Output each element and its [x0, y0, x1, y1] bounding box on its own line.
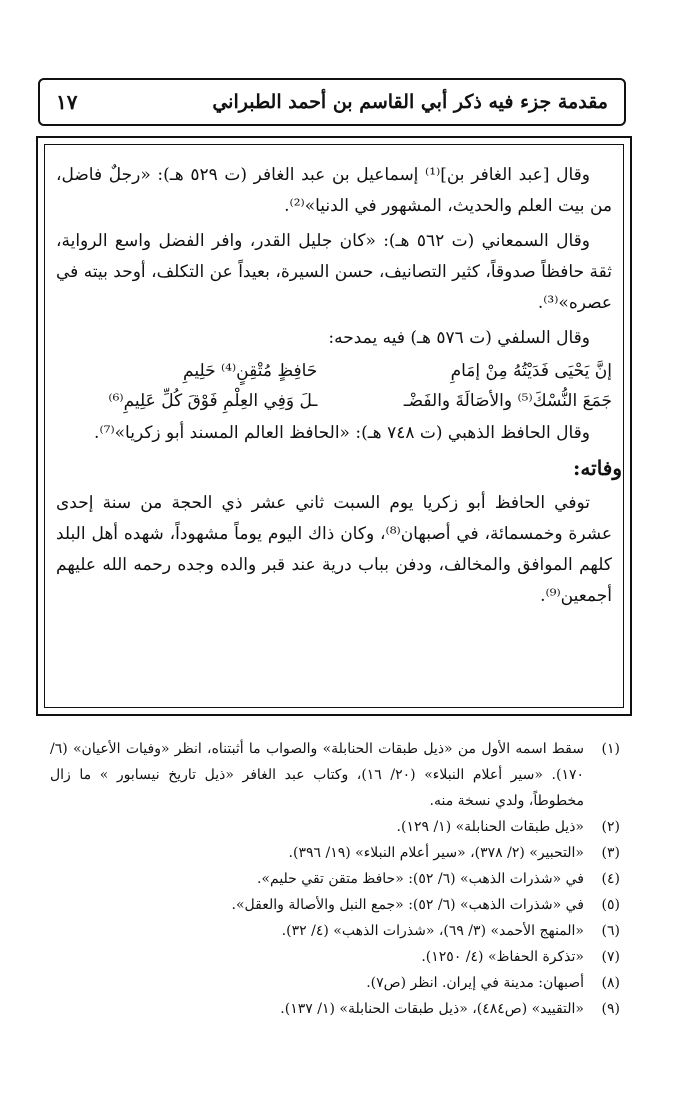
footnote — [50, 944, 620, 970]
footnote-separator — [360, 714, 630, 715]
main-text — [56, 160, 622, 612]
verse-first-hemistich: جَمَعَ النُّسْكَ⁽⁵⁾ والأصَالَةَ والفَضْـ — [403, 391, 612, 411]
footnote-text: في «شذرات الذهب» (٦/ ٥٢): «حافظ متقن تقي حليم». — [256, 871, 584, 887]
paragraph-death: توفي الحافظ أبو زكريا يوم السبت ثاني عشر ذي الحجة من سنة إحدى عشرة وخمسمائة، في أصبهان⁽⁸⁾، وكان ذاك اليوم يوماً مشهوداً، شهده أهل البلد كلهم الموافق والمخالف، ودفن بباب درية عند قبر والده وجده رحمه الله عليهم أجمعين⁽⁹⁾. — [56, 493, 613, 606]
running-title: مقدمة جزء فيه ذكر أبي القاسم بن أحمد الطبراني — [212, 91, 608, 113]
page-number: ١٧ — [56, 90, 78, 114]
footnote-text: أصبهان: مدينة في إيران. انظر (ص٧). — [366, 975, 584, 991]
footnote-text: «التحبير» (٢/ ٣٧٨)، «سير أعلام النبلاء» (١٩/ ٣٩٦). — [288, 845, 584, 861]
footnote-number: (٥) — [601, 897, 620, 913]
verse-second-hemistich: ـلَ وَفِي العِلْمِ فَوْقَ كُلِّ عَلِيمِ⁽⁶⁾ — [108, 391, 318, 411]
footnote-number: (٨) — [601, 975, 620, 991]
footnote-number: (٦) — [601, 923, 620, 939]
footnote — [50, 736, 620, 814]
footnote — [50, 970, 620, 996]
paragraph-abdulghafir: وقال [عبد الغافر بن]⁽¹⁾ إسماعيل بن عبد الغافر (ت ٥٢٩ هـ): «رجلٌ فاضل، من بيت العلم والحديث، المشهور في الدنيا»⁽²⁾. — [56, 165, 612, 216]
footnote — [50, 866, 620, 892]
footnote-text: «ذيل طبقات الحنابلة» (١/ ١٢٩). — [396, 819, 584, 835]
footnote-text: «تذكرة الحفاظ» (٤/ ١٢٥٠). — [421, 949, 584, 965]
footnote-text: في «شذرات الذهب» (٦/ ٥٢): «جمع النبل والأصالة والعقل». — [231, 897, 584, 913]
footnote-number: (٤) — [601, 871, 620, 887]
verse-second-hemistich: حَافِظٍ مُتْقِنٍ⁽⁴⁾ حَلِيمِ — [183, 361, 318, 381]
verse-first-hemistich: إنَّ يَحْيَى فَدَيْتُهُ مِنْ إمَامِ — [450, 361, 612, 381]
poem-verse — [56, 356, 612, 386]
section-heading: وفاته: — [573, 456, 622, 480]
paragraph-silafi: وقال السلفي (ت ٥٧٦ هـ) فيه يمدحه: — [328, 328, 590, 348]
footnote-number: (٧) — [601, 949, 620, 965]
footnote-number: (٩) — [601, 1001, 620, 1017]
footnote — [50, 840, 620, 866]
footnote-number: (١) — [601, 741, 620, 757]
footnote-text: سقط اسمه الأول من «ذيل طبقات الحنابلة» والصواب ما أثبتناه، انظر «وفيات الأعيان» (٦/ ١٧٠). «سير أعلام النبلاء» (٢٠/ ١٦)، وكتاب عبد الغافر «ذيل تاريخ نيسابور » ما زال مخطوطاً، ولدي نسخة منه. — [50, 741, 584, 809]
footnote — [50, 814, 620, 840]
footnote-number: (٣) — [601, 845, 620, 861]
paragraph-samani: وقال السمعاني (ت ٥٦٢ هـ): «كان جليل القدر، وافر الفضل واسع الرواية، ثقة حافظاً صدوقاً، كثير التصانيف، حسن السيرة، بعيداً عن التكلف، أوحد بيته في عصره»⁽³⁾. — [56, 231, 612, 313]
footnote — [50, 892, 620, 918]
paragraph-dhahabi: وقال الحافظ الذهبي (ت ٧٤٨ هـ): «الحافظ العالم المسند أبو زكريا»⁽⁷⁾. — [94, 423, 590, 443]
footnote — [50, 996, 620, 1022]
poem — [56, 356, 612, 416]
footnote — [50, 918, 620, 944]
footnote-text: «المنهج الأحمد» (٣/ ٦٩)، «شذرات الذهب» (٤/ ٣٢). — [281, 923, 584, 939]
footnotes — [50, 736, 620, 1022]
footnote-number: (٢) — [601, 819, 620, 835]
poem-verse — [56, 386, 612, 416]
footnote-text: «التقييد» (ص٤٨٤)، «ذيل طبقات الحنابلة» (١/ ١٣٧). — [280, 1001, 584, 1017]
running-header — [38, 78, 626, 126]
